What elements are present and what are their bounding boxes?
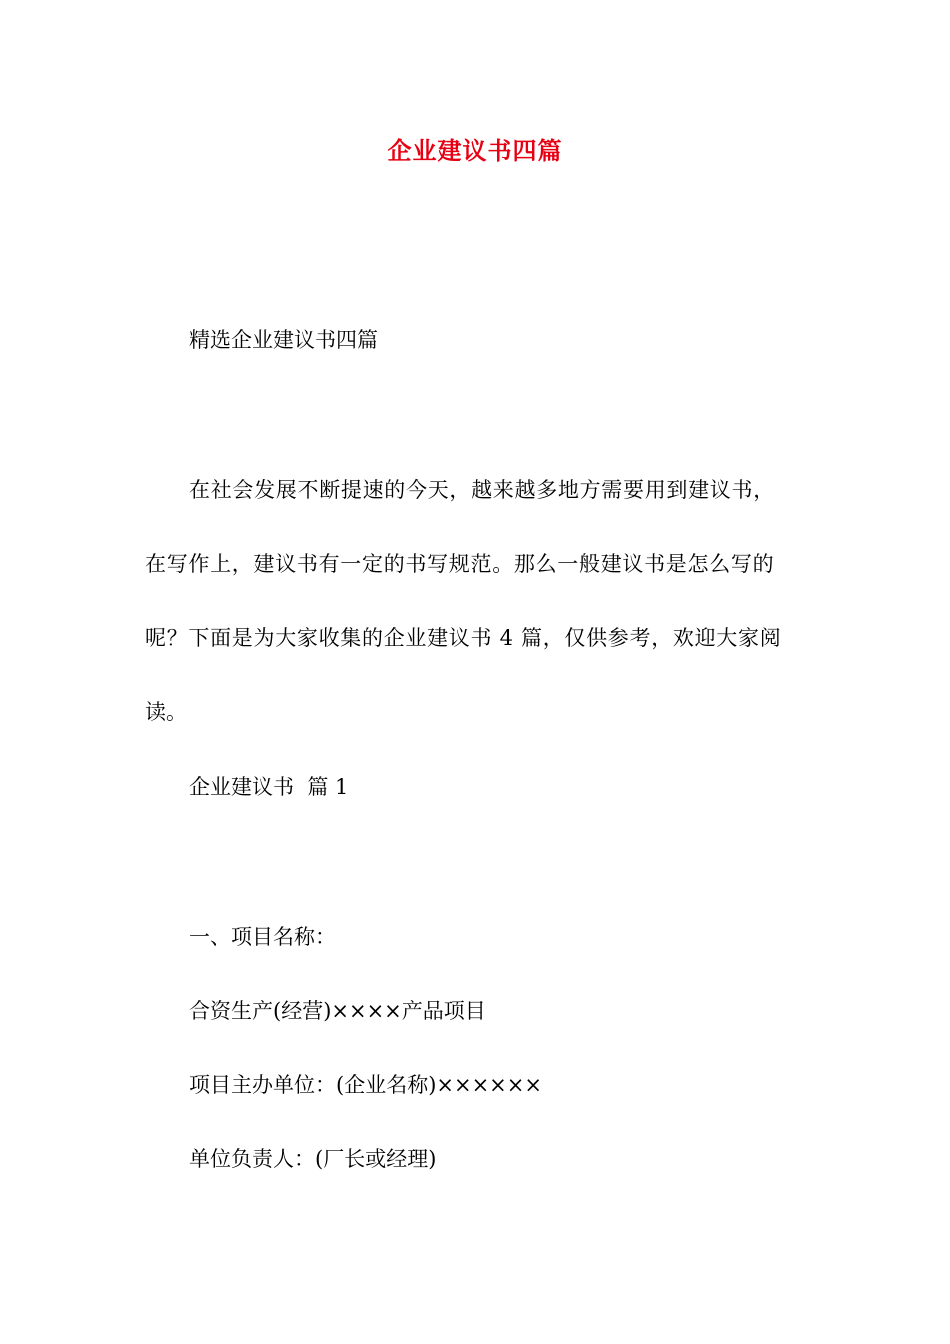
intro-line-2: 在写作上，建议书有一定的书写规范。那么一般建议书是怎么写的: [145, 552, 775, 576]
document-title: 企业建议书四篇: [387, 136, 563, 165]
body-line-3: 单位负责人：(厂长或经理): [189, 1147, 437, 1171]
body-line-1: 合资生产(经营)××××产品项目: [189, 999, 486, 1023]
intro-line-3: 呢？下面是为大家收集的企业建议书 4 篇，仅供参考，欢迎大家阅: [145, 626, 782, 650]
item-heading: 一、项目名称：: [189, 925, 336, 949]
document-subtitle: 精选企业建议书四篇: [189, 328, 378, 352]
section-heading: 企业建议书 篇 1: [189, 775, 349, 799]
intro-line-4: 读。: [145, 700, 187, 724]
intro-line-1: 在社会发展不断提速的今天，越来越多地方需要用到建议书，: [189, 478, 775, 502]
body-line-2: 项目主办单位：(企业名称)××××××: [189, 1073, 542, 1097]
